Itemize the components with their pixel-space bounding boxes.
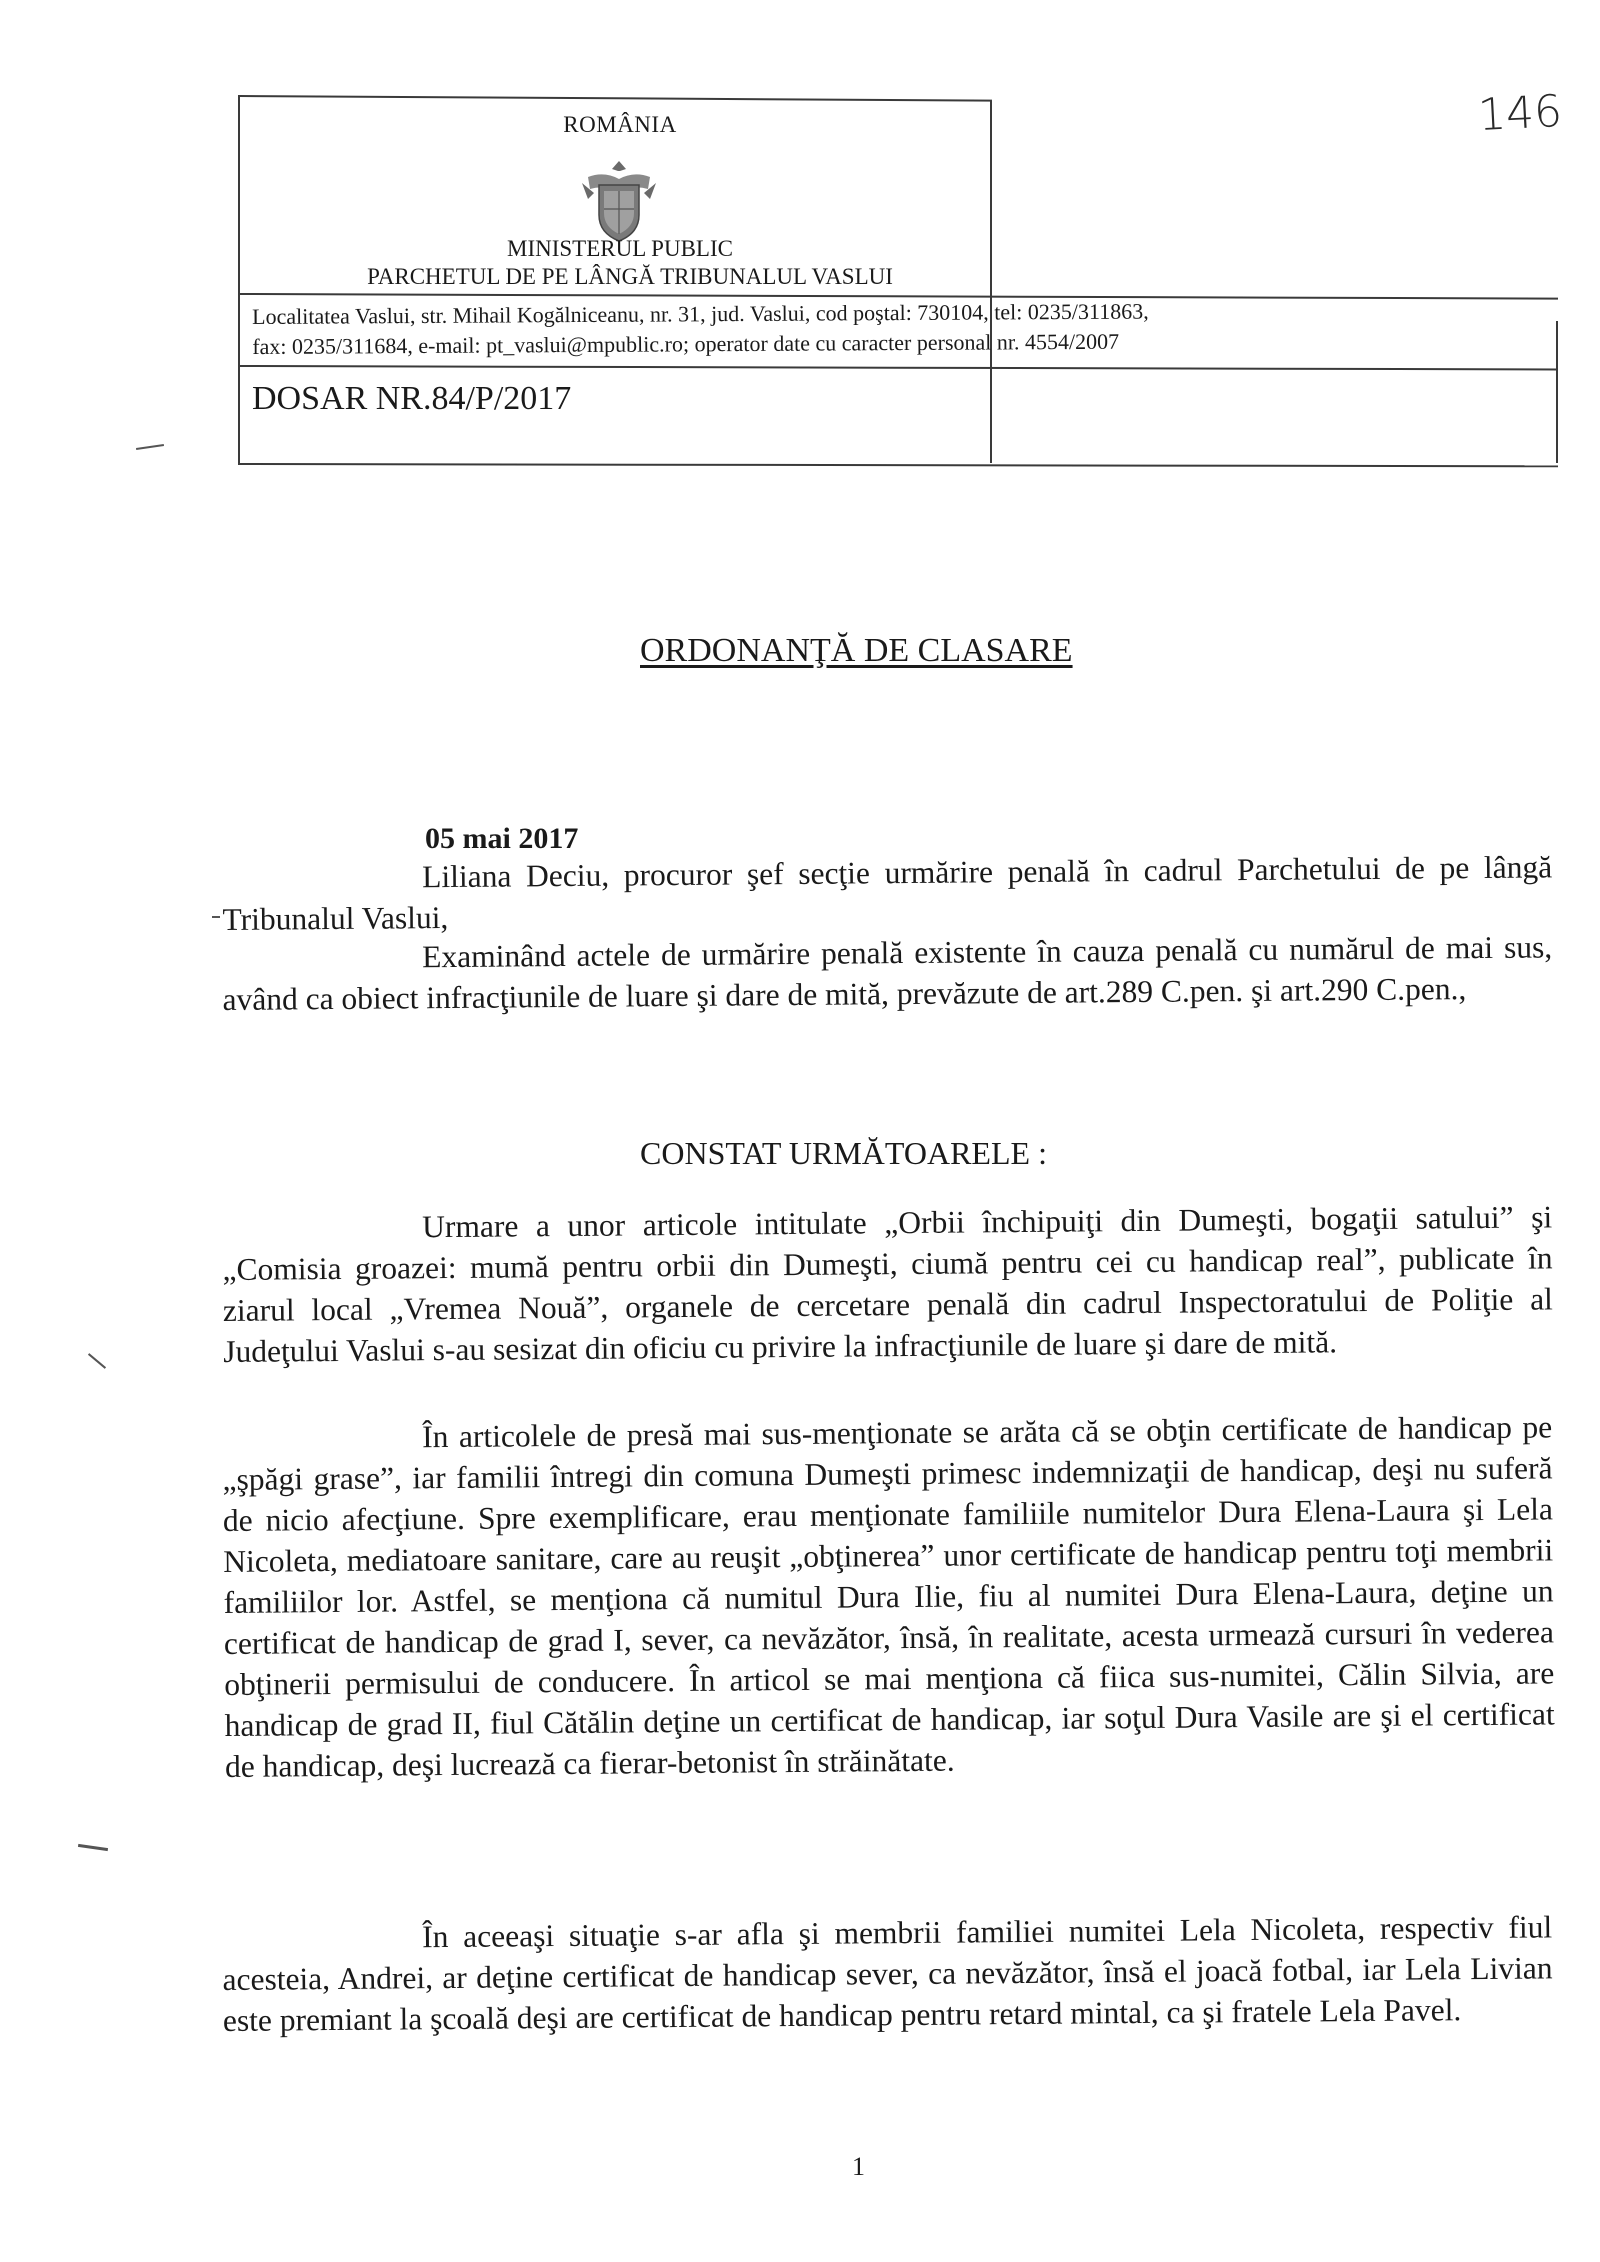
header-office: PARCHETUL DE PE LÂNGĂ TRIBUNALUL VASLUI [367,264,893,289]
header-country: ROMÂNIA [563,112,677,137]
coat-of-arms-icon [574,155,664,245]
paragraph: Liliana Deciu, procuror şef secţie urmărire penală în cadrul Parchetului de pe lângă Tribunalul Vaslui, [222,849,1553,937]
address-line-2: fax: 0235/311684, e-mail: pt_vaslui@mpublic.ro; operator date cu caracter personal nr. 4554/2007 [252,328,1120,359]
margin-mark [78,1844,108,1851]
margin-mark [212,916,220,918]
margin-mark [136,444,164,450]
address-line-1: Localitatea Vaslui, str. Mihail Kogălniceanu, nr. 31, jud. Vaslui, cod poştal: 730104, tel: 0235/311863, [252,298,1149,329]
document-title: ORDONANŢĂ DE CLASARE [640,632,1073,669]
paragraph: În articolele de presă mai sus-menţionate se arăta că se obţin certificate de handicap pe „şpăgi grase”, iar familii întregi din comuna Dumeşti primesc indemnizaţii de handicap, deşi nu suferă de nicio afecţiune. Spre exemplificare, erau menţionate familiile numitelor Dura Elena-Laura şi Lela Nicoleta, mediatoare sanitare, care au reuşit „obţinerea” unor certificate de handicap pentru toţi membrii familiilor lor. Astfel, se menţiona că numitul Dura Ilie, fiu al numitei Dura Elena-Laura, deţine un certificat de handicap de grad I, sever, ca nevăzător, însă, în realitate, acesta urmează cursuri în vederea obţinerii permisului de conducere. În articol se mai menţiona că fiica sus-numitei, Călin Silvia, are handicap de grad II, fiul Cătălin deţine un certificat de handicap, iar soţul Dura Vasile are şi el certificat de handicap, deşi lucrează ca fierar-betonist în străinătate. [222,1409,1555,1784]
page-number: 1 [852,2152,865,2181]
section-heading: CONSTAT URMĂTOARELE : [640,1135,1047,1171]
handwritten-page-number: 146 [1476,85,1564,142]
header-institution: MINISTERUL PUBLIC [507,236,733,261]
paragraph: Examinând actele de urmărire penală existente în cauza penală cu numărul de mai sus, având ca obiect infracţiunile de luare şi dare de mită, prevăzute de art.289 C.pen. şi art.290 C.pen., [222,929,1553,1017]
document-date: 05 mai 2017 [425,822,579,855]
paragraph: Urmare a unor articole intitulate „Orbii închipuiţi din Dumeşti, bogaţii satului” şi „Comisia groazei: mumă pentru orbii din Dumeşti, ciumă pentru cei cu handicap real”, publicate în ziarul local „Vremea Nouă”, organele de cercetare penală din cadrul Inspectoratului de Poliţie al Judeţului Vaslui s-au sesizat din oficiu cu privire la infracţiunile de luare şi dare de mită. [222,1199,1553,1369]
paragraph: În aceeaşi situaţie s-ar afla şi membrii familiei numitei Lela Nicoleta, respectiv fiul acesteia, Andrei, ar deţine certificat de handicap sever, ca nevăzător, însă el joacă fotbal, iar Lela Livian este premiant la şcoală deşi are certificat de handicap pentru retard mintal, ca şi fratele Lela Pavel. [222,1909,1553,2038]
margin-mark [88,1353,106,1369]
case-number: DOSAR NR.84/P/2017 [252,380,572,417]
header-address [252,294,1552,362]
